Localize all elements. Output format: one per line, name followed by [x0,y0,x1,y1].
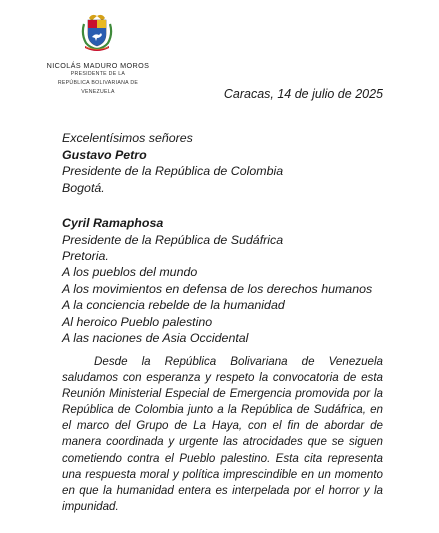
salutation: Excelentísimos señores [62,131,193,145]
addressee-line: A los movimientos en defensa de los derechos humanos [62,281,373,296]
recipient-city: Bogotá. [62,180,105,195]
recipient-city: Pretoria. [62,249,109,264]
recipient-title: Presidente de la República de Sudáfrica [62,232,284,247]
addressee-list [62,264,372,347]
addressee-line: A las naciones de Asia Occidental [62,331,249,346]
recipient-name: Cyril Ramaphosa [62,216,164,230]
sender-name: NICOLÁS MADURO MOROS [46,61,150,70]
sender-block [44,61,152,97]
body-paragraph: Desde la República Bolivariana de Venezuela saludamos con esperanza y respeto la convocatoria de esta Reunión Ministerial Especial de Emergencia promovida por la República de Colombia junto a la República de Sudáfrica, en el marco del Grupo de La Haya, con el fin de abordar de manera coordinada y urgente las atrocidades que se siguen cometiendo contra el Pueblo palestino. Esta cita representa una respuesta moral y política imprescindible en un momento en que la humanidad entera es interpelada por el horror y la impunidad. [62,355,383,513]
addressee-line: Al heroico Pueblo palestino [62,314,213,329]
recipient-name: Gustavo Petro [62,147,147,162]
addressee-line: A los pueblos del mundo [62,265,198,279]
sender-role-line-2: REPÚBLICA BOLIVARIANA DE VENEZUELA [57,80,139,95]
recipient-block-2 [62,215,283,265]
addressee-line: A la conciencia rebelde de la humanidad [62,298,285,313]
venezuela-coat-of-arms-icon [80,12,114,52]
sender-role-line-1: PRESIDENTE DE LA [70,71,126,77]
recipient-title: Presidente de la República de Colombia [62,164,284,179]
recipient-block-1 [62,130,283,196]
letter-date: Caracas, 14 de julio de 2025 [223,87,383,101]
